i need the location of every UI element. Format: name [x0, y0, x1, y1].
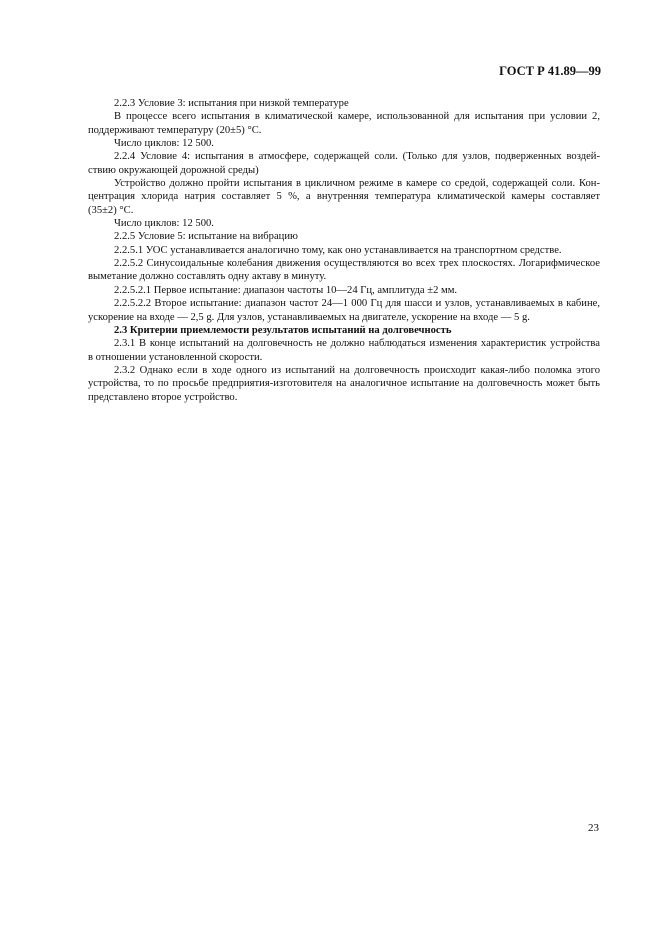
text-line: ствию окружающей дорожной среды): [88, 164, 259, 176]
page-number: 23: [588, 822, 599, 834]
text-line: 2.2.5 Условие 5: испытание на вибрацию: [114, 231, 298, 243]
paragraph: [88, 364, 600, 404]
text-line: выметание должно составлять одну актаву в минуту.: [88, 271, 327, 283]
text-line: центрация хлорида натрия составляет 5 %, а внутренняя температура климатической камеры составляет: [88, 191, 600, 203]
text-line: 2.2.5.2.1 Первое испытание: диапазон частоты 10—24 Гц, амплитуда ±2 мм.: [114, 284, 458, 296]
paragraph: [88, 337, 600, 364]
paragraph: [88, 150, 600, 177]
paragraph: [88, 177, 600, 217]
paragraph: [88, 297, 600, 324]
text-line: 2.2.5.1 УОС устанавливается аналогично тому, как оно устанавливается на транспортном средстве.: [114, 244, 562, 256]
text-line: представлено второе устройство.: [88, 391, 238, 403]
text-line: 2.2.5.2 Синусоидальные колебания движения осуществляются во всех трех плоскостях. Логарифмическое: [114, 258, 600, 270]
text-line: поддерживают температуру (20±5) °С.: [88, 124, 262, 136]
text-line: В процессе всего испытания в климатической камере, использованной для испытания при условии 2,: [114, 111, 600, 123]
text-line: 2.3.2 Однако если в ходе одного из испытаний на долговечность происходит какая-либо поломка этого: [114, 364, 600, 376]
paragraph: [88, 257, 600, 284]
text-line: 2.3.1 В конце испытаний на долговечность не должно наблюдаться изменения характеристик устройства: [114, 338, 600, 350]
paragraph: [88, 217, 600, 230]
paragraph: [88, 244, 600, 257]
document-body: [88, 97, 600, 404]
text-line: 2.2.5.2.2 Второе испытание: диапазон частот 24—1 000 Гц для шасси и узлов, устанавливаемых в кабине,: [114, 298, 600, 310]
text-line: Устройство должно пройти испытания в цикличном режиме в камере со средой, содержащей соли. Кон-: [114, 178, 600, 190]
section-heading: [88, 324, 600, 337]
text-line: в отношении установленной скорости.: [88, 351, 263, 363]
text-line: 2.2.3 Условие 3: испытания при низкой температуре: [114, 98, 349, 109]
paragraph: [88, 110, 600, 137]
paragraph: [88, 137, 600, 150]
document-standard-header: ГОСТ Р 41.89—99: [499, 64, 601, 78]
text-line: устройства, то по просьбе предприятия-изготовителя на аналогичное испытание на долговечность может быть: [88, 378, 600, 390]
text-line: 2.3 Критерии приемлемости результатов испытаний на долговечность: [114, 324, 452, 336]
paragraph: [88, 230, 600, 243]
text-line: (35±2) °С.: [88, 204, 134, 216]
text-line: 2.2.4 Условие 4: испытания в атмосфере, содержащей соли. (Только для узлов, подверженных воздей-: [114, 151, 600, 163]
text-line: ускорение на входе — 2,5 g. Для узлов, устанавливаемых на двигателе, ускорение на входе — 5 g.: [88, 311, 530, 323]
paragraph: [88, 284, 600, 297]
text-line: Число циклов: 12 500.: [114, 138, 214, 150]
text-line: Число циклов: 12 500.: [114, 218, 214, 230]
paragraph: [88, 97, 600, 110]
